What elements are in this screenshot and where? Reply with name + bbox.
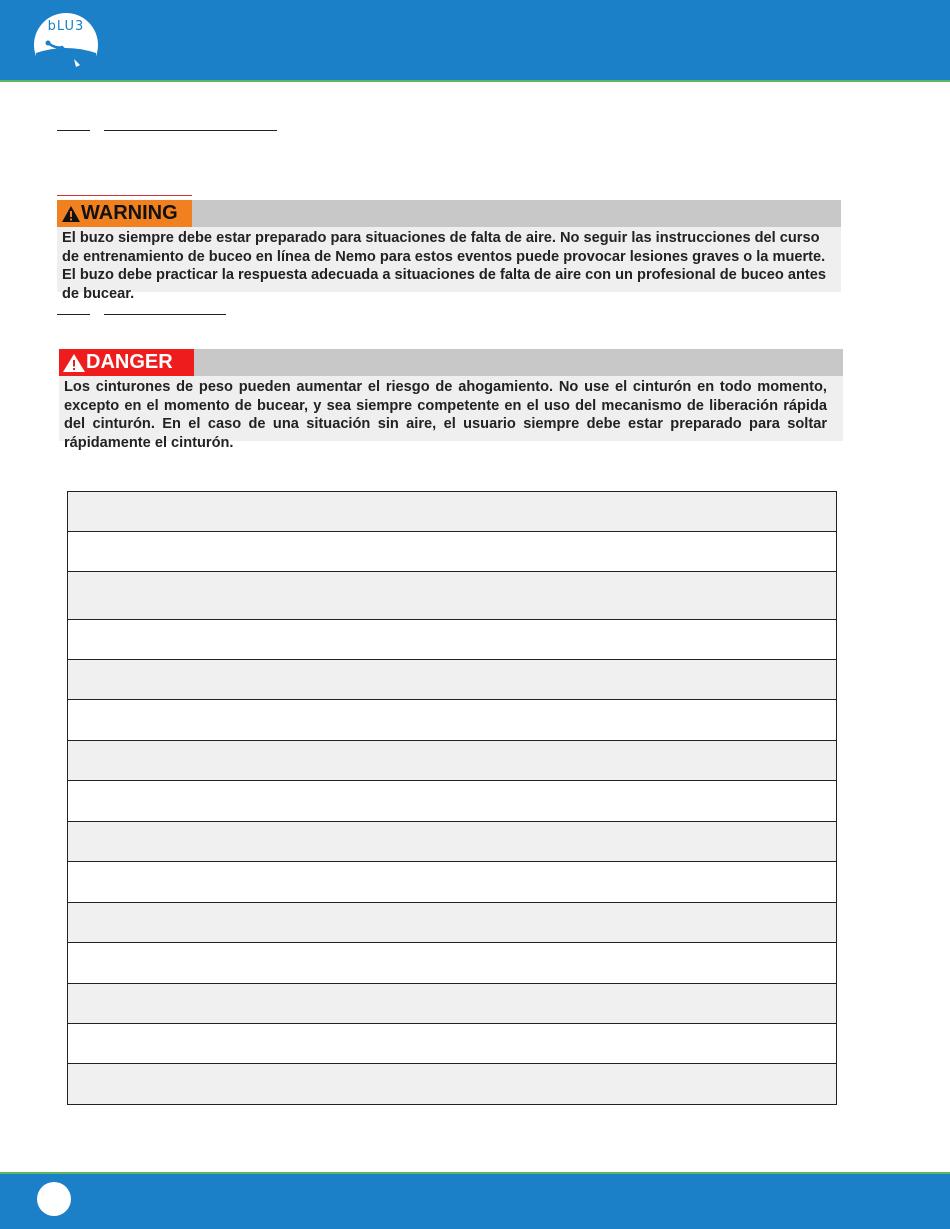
table-row bbox=[68, 1064, 837, 1105]
blu3-logo bbox=[34, 13, 98, 77]
table-cell bbox=[68, 492, 837, 532]
warning-callout bbox=[57, 195, 841, 302]
table-row bbox=[68, 492, 837, 532]
table-cell bbox=[68, 572, 837, 620]
table-cell bbox=[68, 943, 837, 984]
table-cell bbox=[68, 741, 837, 781]
table-row bbox=[68, 620, 837, 660]
table-row bbox=[68, 532, 837, 572]
table-row bbox=[68, 862, 837, 903]
warning-triangle-icon bbox=[62, 353, 86, 373]
table-cell bbox=[68, 862, 837, 903]
table-cell bbox=[68, 532, 837, 572]
warning-label-text: WARNING bbox=[81, 202, 178, 224]
heading-rule-2a bbox=[57, 314, 90, 315]
data-table bbox=[67, 491, 837, 1105]
table-row bbox=[68, 572, 837, 620]
table-row bbox=[68, 1024, 837, 1064]
table-cell bbox=[68, 903, 837, 943]
table-row bbox=[68, 943, 837, 984]
warning-top-rule bbox=[57, 195, 192, 196]
table-cell bbox=[68, 1064, 837, 1105]
table-cell bbox=[68, 620, 837, 660]
table-row bbox=[68, 741, 837, 781]
heading-rule-1b bbox=[104, 130, 277, 131]
heading-rule-2b bbox=[104, 314, 226, 315]
danger-callout bbox=[59, 349, 843, 451]
table-cell bbox=[68, 700, 837, 741]
table-row bbox=[68, 822, 837, 862]
danger-label bbox=[59, 349, 194, 376]
heading-rule-1a bbox=[57, 130, 90, 131]
danger-label-text: DANGER bbox=[86, 351, 173, 373]
page-header bbox=[0, 0, 950, 82]
table-row bbox=[68, 903, 837, 943]
table-cell bbox=[68, 660, 837, 700]
page-footer bbox=[0, 1172, 950, 1229]
warning-text: El buzo siempre debe estar preparado para situaciones de falta de aire. No seguir las instrucciones del curso de entrenamiento de buceo en línea de Nemo para estos eventos puede provocar lesiones graves o la muerte. El buzo debe practicar la respuesta adecuada a situaciones de falta de aire con un profesional de buceo antes de bucear. bbox=[57, 227, 841, 292]
table-row bbox=[68, 700, 837, 741]
table-cell bbox=[68, 822, 837, 862]
page-number-badge bbox=[37, 1182, 71, 1216]
logo-text: bLU3 bbox=[47, 19, 85, 34]
table-cell bbox=[68, 1024, 837, 1064]
table-cell bbox=[68, 781, 837, 822]
table-row bbox=[68, 984, 837, 1024]
danger-text: Los cinturones de peso pueden aumentar el riesgo de ahogamiento. No use el cinturón en todo momento, excepto en el momento de bucear, y sea siempre competente en el uso del mecanismo de liberación rápida del cinturón. En el caso de una situación sin aire, el usuario siempre debe estar preparado para soltar rápidamente el cinturón. bbox=[59, 376, 843, 441]
table-cell bbox=[68, 984, 837, 1024]
warning-triangle-icon bbox=[61, 205, 81, 223]
table-row bbox=[68, 781, 837, 822]
warning-label bbox=[57, 200, 192, 227]
table-row bbox=[68, 660, 837, 700]
